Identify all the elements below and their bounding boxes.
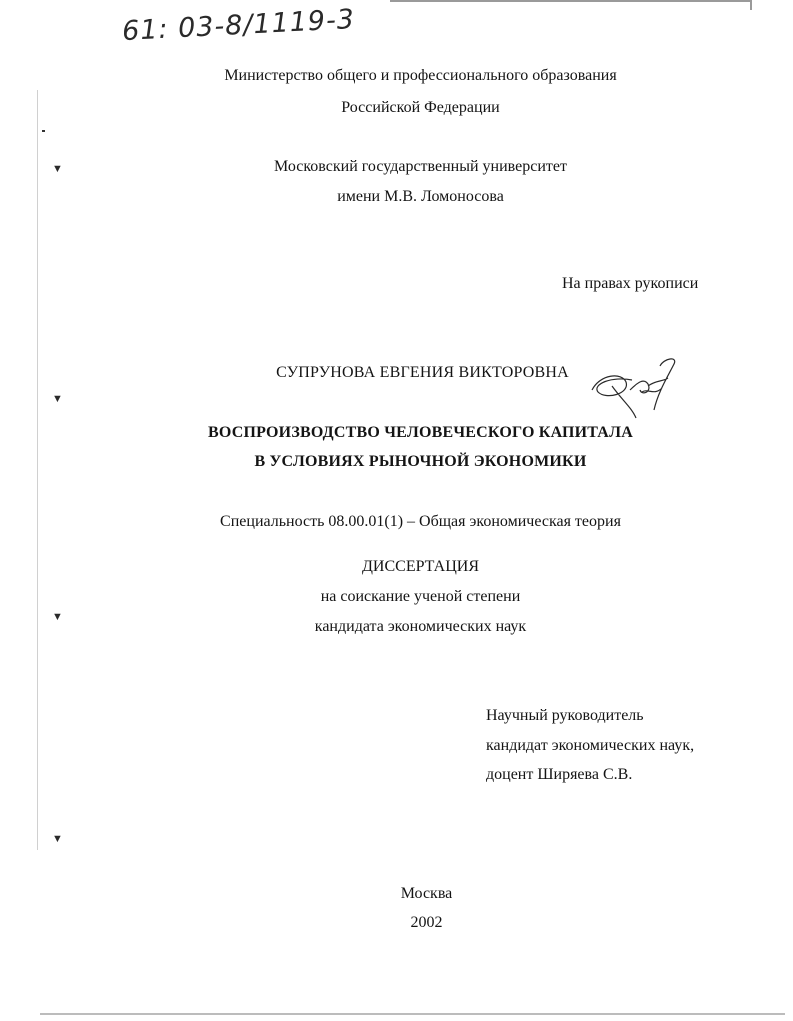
binding-mark-icon: ▼ bbox=[52, 163, 63, 175]
scan-edge-bottom bbox=[40, 1013, 785, 1015]
rights-label: На правах рукописи bbox=[562, 275, 699, 292]
binding-mark-icon: ▼ bbox=[52, 611, 63, 623]
work-type-line-2: кандидата экономических наук bbox=[314, 618, 527, 635]
specialty-line: Специальность 08.00.01(1) – Общая экономическая теория bbox=[220, 513, 621, 530]
footer-city: Москва bbox=[400, 885, 453, 902]
speck bbox=[42, 130, 45, 132]
binding-mark-icon: ▼ bbox=[52, 393, 63, 405]
author-signature-icon bbox=[582, 352, 692, 422]
work-type-label: ДИССЕРТАЦИЯ bbox=[362, 558, 479, 575]
supervisor-line-2: кандидат экономических наук, bbox=[486, 737, 695, 754]
supervisor-line-1: Научный руководитель bbox=[486, 707, 644, 724]
scan-edge-top bbox=[390, 0, 750, 2]
author-name: СУПРУНОВА ЕВГЕНИЯ ВИКТОРОВНА bbox=[276, 364, 569, 381]
university-line-2: имени М.В. Ломоносова bbox=[337, 188, 504, 205]
handwritten-archive-code: 61: 03-8/1119-3 bbox=[121, 3, 356, 48]
scan-edge-right bbox=[750, 0, 752, 10]
title-line-1: ВОСПРОИЗВОДСТВО ЧЕЛОВЕЧЕСКОГО КАПИТАЛА bbox=[208, 424, 633, 441]
footer-year: 2002 bbox=[410, 914, 443, 931]
title-line-2: В УСЛОВИЯХ РЫНОЧНОЙ ЭКОНОМИКИ bbox=[254, 453, 587, 470]
work-type-line-1: на соискание ученой степени bbox=[320, 588, 521, 605]
ministry-line-2: Российской Федерации bbox=[341, 99, 500, 116]
university-line-1: Московский государственный университет bbox=[274, 158, 567, 175]
binding-mark-icon: ▼ bbox=[52, 833, 63, 845]
ministry-line-1: Министерство общего и профессионального образования bbox=[224, 67, 617, 84]
supervisor-line-3: доцент Ширяева С.В. bbox=[486, 766, 633, 783]
